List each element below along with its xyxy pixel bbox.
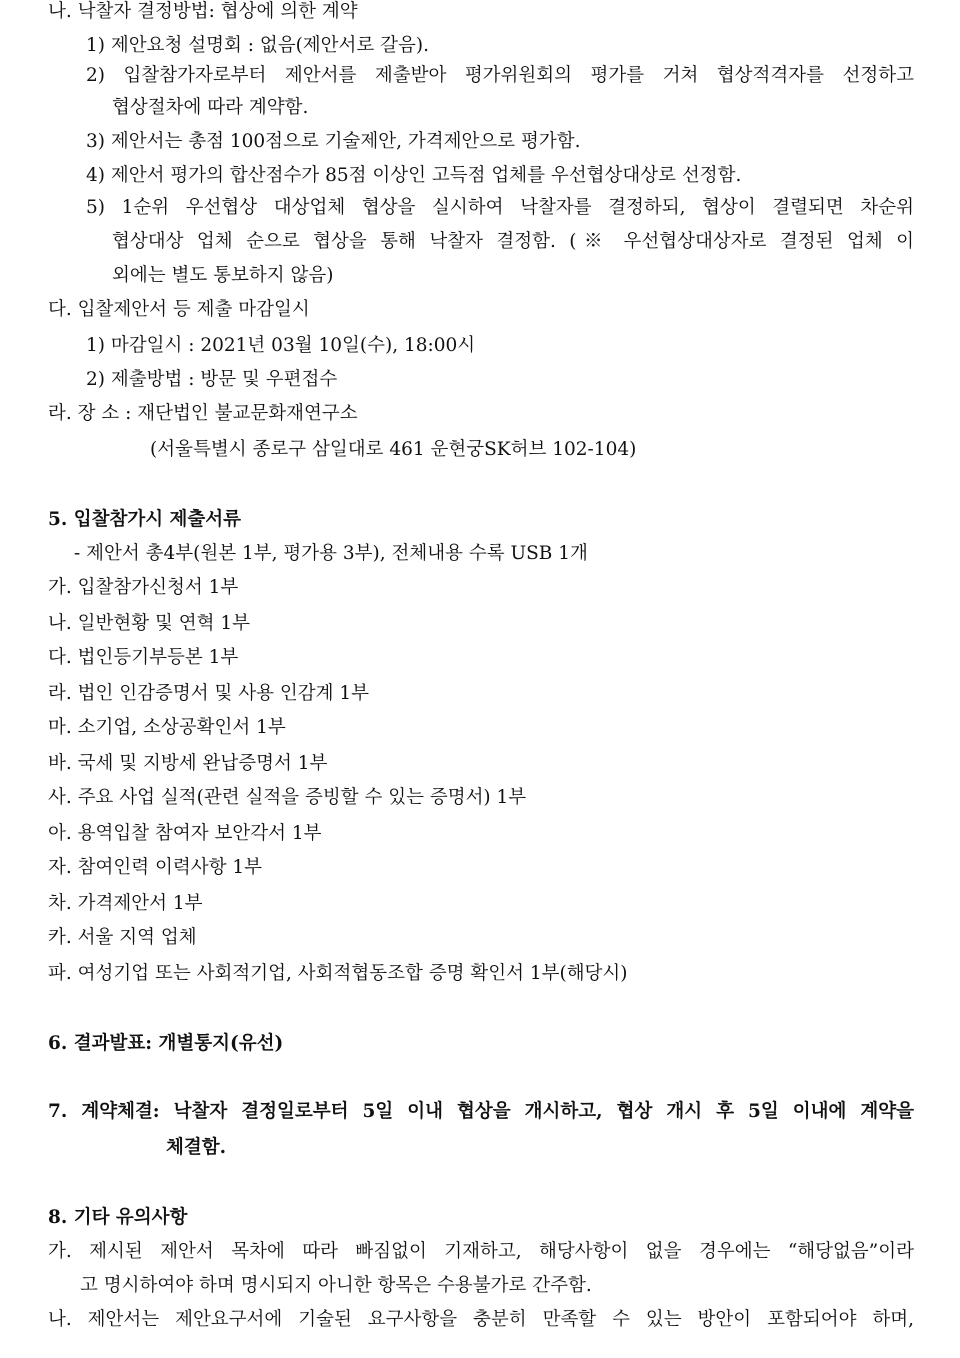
notice-item-na: 나. 제안서는 제안요구서에 기술된 요구사항을 충분히 만족할 수 있는 방안이 포함되어야 하며, (48, 1309, 914, 1330)
doc-item-ba: 바. 국세 및 지방세 완납증명서 1부 (48, 753, 328, 774)
doc-item-na: 나. 일반현황 및 연혁 1부 (48, 613, 251, 634)
doc-item-sa: 사. 주요 사업 실적(관련 실적을 증빙할 수 있는 증명서) 1부 (48, 787, 527, 808)
section5-note: - 제안서 총4부(원본 1부, 평가용 3부), 전체내용 수록 USB 1개 (74, 543, 588, 564)
section8-title: 8. 기타 유의사항 (48, 1207, 188, 1228)
na-item-4: 4) 제안서 평가의 합산점수가 85점 이상인 고득점 업체를 우선협상대상로 선정함. (86, 165, 742, 186)
da-item-2: 2) 제출방법 : 방문 및 우편접수 (86, 369, 338, 390)
na-item-2-cont: 협상절차에 따라 계약함. (112, 97, 309, 118)
na-item-5-cont1: 협상대상 업체 순으로 협상을 통해 낙찰자 결정함. (※ 우선협상대상자로 결정된 업체 이 (112, 231, 914, 252)
doc-item-ma: 마. 소기업, 소상공확인서 1부 (48, 717, 286, 738)
doc-item-da: 다. 법인등기부등본 1부 (48, 647, 239, 668)
na-item-5-cont2: 외에는 별도 통보하지 않음) (112, 265, 334, 286)
section4-da-heading: 다. 입찰제안서 등 제출 마감일시 (48, 299, 310, 320)
notice-item-ga-cont: 고 명시하여야 하며 명시되지 아니한 항목은 수용불가로 간주함. (80, 1275, 592, 1296)
section4-ra-heading: 라. 장 소 : 재단법인 불교문화재연구소 (48, 403, 358, 424)
doc-item-ga: 가. 입찰참가신청서 1부 (48, 577, 239, 598)
na-item-2: 2) 입찰참가자로부터 제안서를 제출받아 평가위원회의 평가를 거쳐 협상적격자를 선정하고 (86, 65, 914, 86)
doc-item-ra: 라. 법인 인감증명서 및 사용 인감계 1부 (48, 683, 370, 704)
section4-na-heading: 나. 낙찰자 결정방법: 협상에 의한 계약 (48, 1, 358, 22)
section7-line2: 체결함. (166, 1137, 227, 1158)
na-item-5: 5) 1순위 우선협상 대상업체 협상을 실시하여 낙찰자를 결정하되, 협상이 결렬되면 차순위 (86, 197, 914, 218)
section5-title: 5. 입찰참가시 제출서류 (48, 509, 242, 530)
na-item-1: 1) 제안요청 설명회 : 없음(제안서로 갈음). (86, 35, 430, 56)
doc-item-ja: 자. 참여인력 이력사항 1부 (48, 857, 263, 878)
doc-item-a: 아. 용역입찰 참여자 보안각서 1부 (48, 823, 322, 844)
ra-address: (서울특별시 종로구 삼일대로 461 운현궁SK허브 102-104) (150, 439, 637, 460)
doc-item-cha: 차. 가격제안서 1부 (48, 893, 203, 914)
section7-line1: 7. 계약체결: 낙찰자 결정일로부터 5일 이내 협상을 개시하고, 협상 개시 후 5일 이내에 계약을 (48, 1101, 914, 1122)
doc-item-pa: 파. 여성기업 또는 사회적기업, 사회적협동조합 증명 확인서 1부(해당시) (48, 963, 628, 984)
na-item-3: 3) 제안서는 총점 100점으로 기술제안, 가격제안으로 평가함. (86, 131, 581, 152)
section6-title: 6. 결과발표: 개별통지(유선) (48, 1033, 284, 1054)
da-item-1: 1) 마감일시 : 2021년 03월 10일(수), 18:00시 (86, 335, 476, 356)
notice-item-ga: 가. 제시된 제안서 목차에 따라 빠짐없이 기재하고, 해당사항이 없을 경우에는 “해당없음”이라 (48, 1241, 914, 1262)
doc-item-ka: 카. 서울 지역 업체 (48, 927, 197, 948)
